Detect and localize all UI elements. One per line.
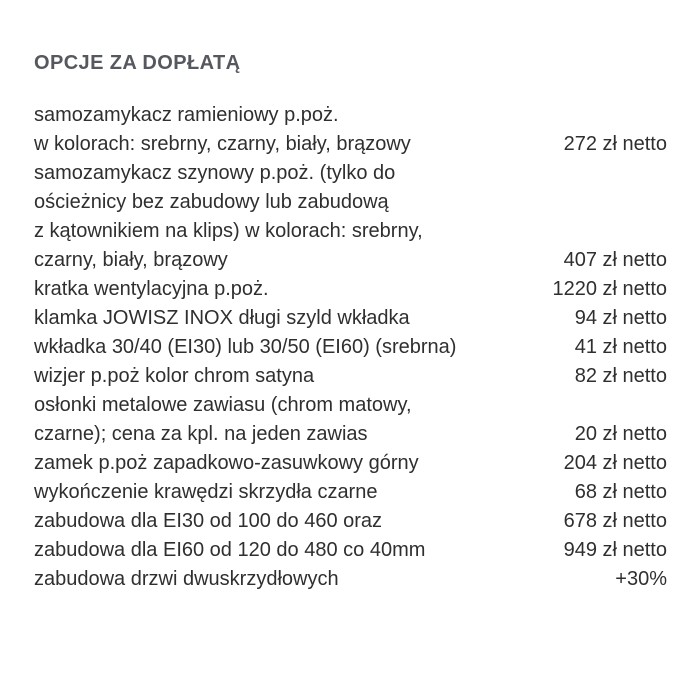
price-list-row: [34, 188, 667, 217]
item-description: klamka JOWISZ INOX długi szyld wkładka: [34, 307, 410, 329]
item-description: osłonki metalowe zawiasu (chrom matowy,: [34, 394, 412, 416]
price-list-row: [34, 101, 667, 130]
item-description: zabudowa drzwi dwuskrzydłowych: [34, 568, 339, 590]
item-description: z kątownikiem na klips) w kolorach: srebrny,: [34, 220, 423, 242]
surcharge-options-list: [34, 101, 667, 594]
price-list-row: [34, 362, 667, 391]
price-list-row: [34, 130, 667, 159]
item-price: +30%: [615, 568, 667, 590]
price-list-row: [34, 275, 667, 304]
price-list-row: [34, 333, 667, 362]
price-list-row: [34, 449, 667, 478]
item-description: czarny, biały, brązowy: [34, 249, 228, 271]
item-price: 949 zł netto: [563, 539, 667, 561]
item-price: 204 zł netto: [563, 452, 667, 474]
item-price: 68 zł netto: [574, 481, 667, 503]
price-list-row: [34, 159, 667, 188]
price-list-row: [34, 217, 667, 246]
item-description: ościeżnicy bez zabudowy lub zabudową: [34, 191, 389, 213]
price-list-row: [34, 478, 667, 507]
item-price: 20 zł netto: [574, 423, 667, 445]
item-description: samozamykacz szynowy p.poż. (tylko do: [34, 162, 396, 184]
item-description: zabudowa dla EI60 od 120 do 480 co 40mm: [34, 539, 426, 561]
item-description: w kolorach: srebrny, czarny, biały, brązowy: [34, 133, 411, 155]
item-price: 94 zł netto: [574, 307, 667, 329]
price-list-row: [34, 565, 667, 594]
price-list-row: [34, 391, 667, 420]
item-description: zamek p.poż zapadkowo-zasuwkowy górny: [34, 452, 419, 474]
item-price: 272 zł netto: [563, 133, 667, 155]
item-price: 407 zł netto: [563, 249, 667, 271]
item-description: wykończenie krawędzi skrzydła czarne: [34, 481, 378, 503]
item-description: czarne); cena za kpl. na jeden zawias: [34, 423, 368, 445]
item-price: 1220 zł netto: [552, 278, 667, 300]
price-list-row: [34, 304, 667, 333]
price-list-row: [34, 536, 667, 565]
price-list-row: [34, 246, 667, 275]
item-price: 678 zł netto: [563, 510, 667, 532]
item-description: wkładka 30/40 (EI30) lub 30/50 (EI60) (srebrna): [34, 336, 457, 358]
price-list-row: [34, 507, 667, 536]
item-description: kratka wentylacyjna p.poż.: [34, 278, 269, 300]
page-title: OPCJE ZA DOPŁATĄ: [34, 52, 241, 74]
item-price: 41 zł netto: [574, 336, 667, 358]
item-description: zabudowa dla EI30 od 100 do 460 oraz: [34, 510, 383, 532]
price-list-row: [34, 420, 667, 449]
item-price: 82 zł netto: [574, 365, 667, 387]
item-description: samozamykacz ramieniowy p.poż.: [34, 104, 339, 126]
item-description: wizjer p.poż kolor chrom satyna: [34, 365, 315, 387]
